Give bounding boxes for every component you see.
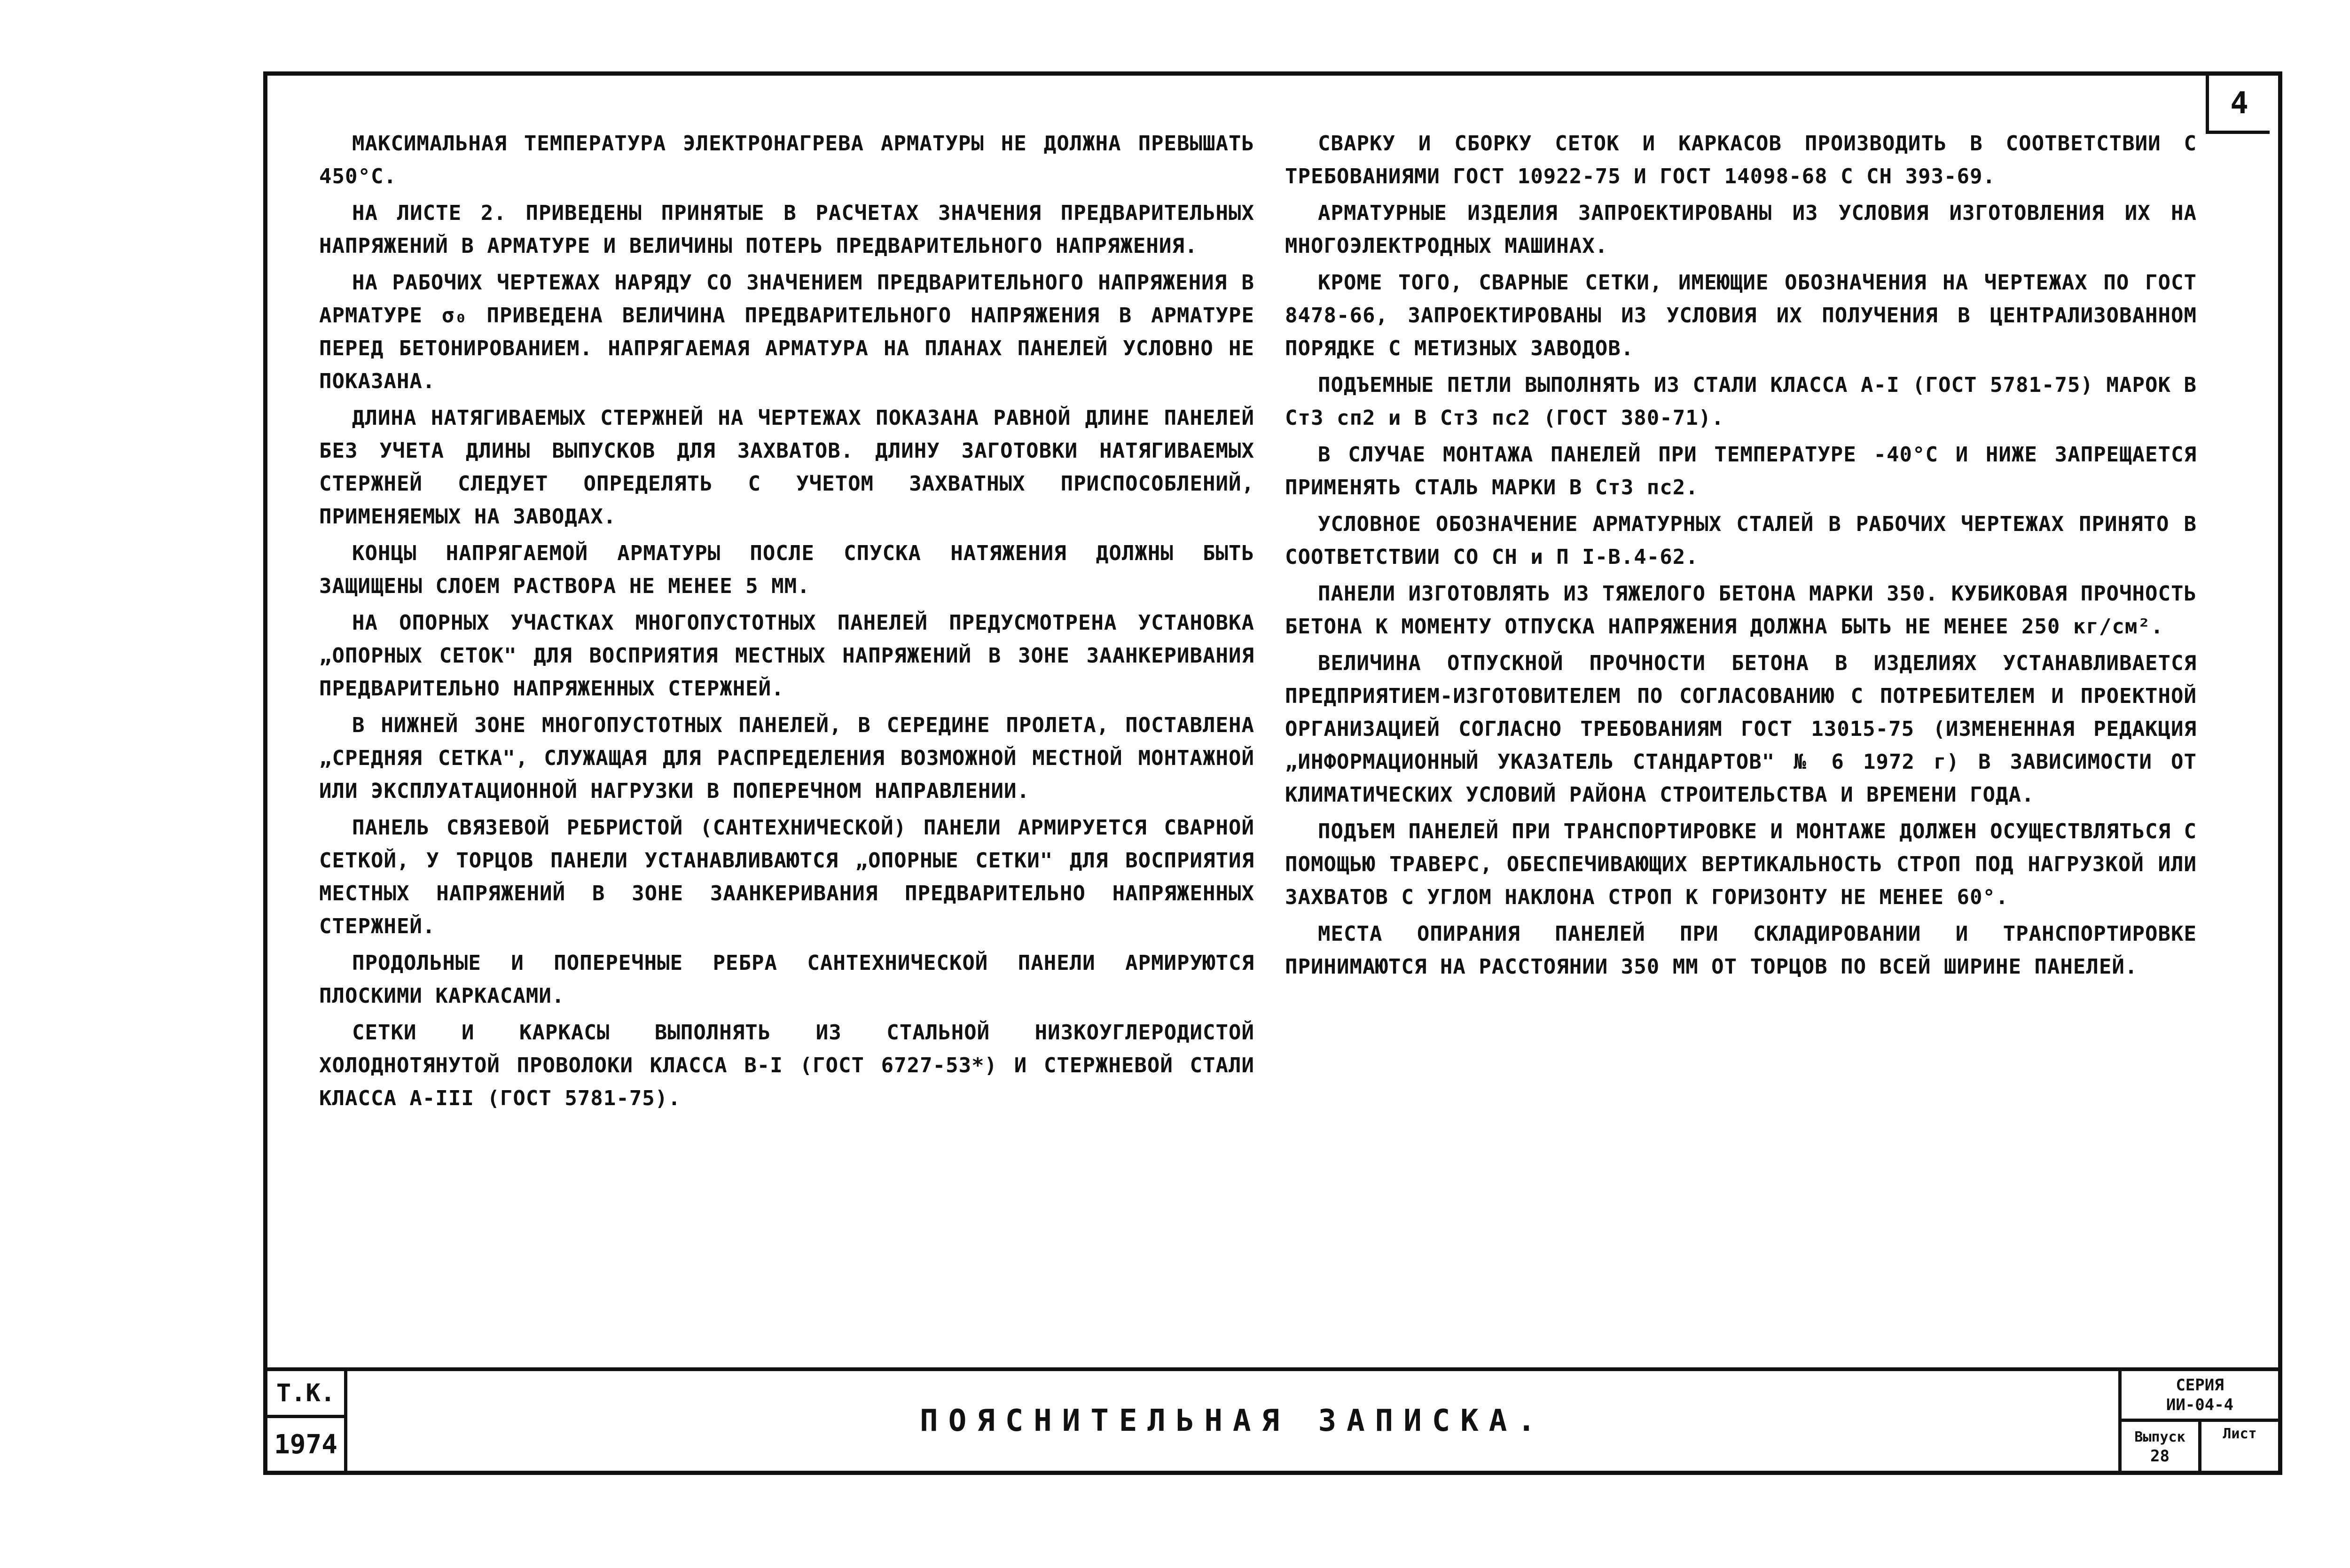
document-title: ПОЯСНИТЕЛЬНАЯ ЗАПИСКА. [920,1404,1546,1438]
paragraph: УСЛОВНОЕ ОБОЗНАЧЕНИЕ АРМАТУРНЫХ СТАЛЕЙ В РАБОЧИХ ЧЕРТЕЖАХ ПРИНЯТО В СООТВЕТСТВИИ СО СН и П I-В.4-62. [1285,512,2197,569]
paragraph: ВЕЛИЧИНА ОТПУСКНОЙ ПРОЧНОСТИ БЕТОНА В ИЗДЕЛИЯХ УСТАНАВЛИВАЕТСЯ ПРЕДПРИЯТИЕМ-ИЗГОТОВИТЕЛЕМ ПО СОГЛАСОВАНИЮ С ПОТРЕБИТЕЛЕМ И ПРОЕКТНОЙ ОРГАНИЗАЦИЕЙ СОГЛАСНО ТРЕБОВАНИЯМ ГОСТ 13015-75 (ИЗМЕНЕННАЯ РЕДАКЦИЯ „ИНФОРМАЦИОННЫЙ УКАЗАТЕЛЬ СТАНДАРТОВ" № 6 1972 г) В ЗАВИСИМОСТИ ОТ КЛИМАТИЧЕСКИХ УСЛОВИЙ РАЙОНА СТРОИТЕЛЬСТВА И ВРЕМЕНИ ГОДА. [1285,651,2197,807]
issue-label: Выпуск [2134,1428,2186,1445]
year: 1974 [274,1429,337,1460]
paragraph: ПАНЕЛЬ СВЯЗЕВОЙ РЕБРИСТОЙ (САНТЕХНИЧЕСКОЙ) ПАНЕЛИ АРМИРУЕТСЯ СВАРНОЙ СЕТКОЙ, У ТОРЦОВ ПАНЕЛИ УСТАНАВЛИВАЮТСЯ „ОПОРНЫЕ СЕТКИ" ДЛЯ ВОСПРИЯТИЯ МЕСТНЫХ НАПРЯЖЕНИЙ В ЗОНЕ ЗААНКЕРИВАНИЯ ПРЕДВАРИТЕЛЬНО НАПРЯЖЕННЫХ СТЕРЖНЕЙ. [319,816,1254,938]
title-block-left [267,1371,347,1471]
paragraph: КРОМЕ ТОГО, СВАРНЫЕ СЕТКИ, ИМЕЮЩИЕ ОБОЗНАЧЕНИЯ НА ЧЕРТЕЖАХ ПО ГОСТ 8478-66, ЗАПРОЕКТИРОВАНЫ ИЗ УСЛОВИЯ ИХ ПОЛУЧЕНИЯ В ЦЕНТРАЛИЗОВАННОМ ПОРЯДКЕ С МЕТИЗНЫХ ЗАВОДОВ. [1285,271,2197,360]
series-label: СЕРИЯ [2176,1375,2224,1395]
paragraph: СЕТКИ И КАРКАСЫ ВЫПОЛНЯТЬ ИЗ СТАЛЬНОЙ НИЗКОУГЛЕРОДИСТОЙ ХОЛОДНОТЯНУТОЙ ПРОВОЛОКИ КЛАССА В-I (ГОСТ 6727-53*) И СТЕРЖНЕВОЙ СТАЛИ КЛАССА А-III (ГОСТ 5781-75). [319,1021,1254,1110]
title-block [267,1367,2278,1471]
page-number: 4 [2206,76,2270,134]
paragraph: В СЛУЧАЕ МОНТАЖА ПАНЕЛЕЙ ПРИ ТЕМПЕРАТУРЕ -40°С И НИЖЕ ЗАПРЕЩАЕТСЯ ПРИМЕНЯТЬ СТАЛЬ МАРКИ В Ст3 пс2. [1285,443,2197,499]
paragraph: НА РАБОЧИХ ЧЕРТЕЖАХ НАРЯДУ СО ЗНАЧЕНИЕМ ПРЕДВАРИТЕЛЬНОГО НАПРЯЖЕНИЯ В АРМАТУРЕ σ₀ ПРИВЕДЕНА ВЕЛИЧИНА ПРЕДВАРИТЕЛЬНОГО НАПРЯЖЕНИЯ В АРМАТУРЕ ПЕРЕД БЕТОНИРОВАНИЕМ. НАПРЯГАЕМАЯ АРМАТУРА НА ПЛАНАХ ПАНЕЛЕЙ УСЛОВНО НЕ ПОКАЗАНА. [319,271,1254,393]
paragraph: ПАНЕЛИ ИЗГОТОВЛЯТЬ ИЗ ТЯЖЕЛОГО БЕТОНА МАРКИ 350. КУБИКОВАЯ ПРОЧНОСТЬ БЕТОНА К МОМЕНТУ ОТПУСКА НАПРЯЖЕНИЯ ДОЛЖНА БЫТЬ НЕ МЕНЕЕ 250 кг/см². [1285,582,2197,639]
paragraph: ДЛИНА НАТЯГИВАЕМЫХ СТЕРЖНЕЙ НА ЧЕРТЕЖАХ ПОКАЗАНА РАВНОЙ ДЛИНЕ ПАНЕЛЕЙ БЕЗ УЧЕТА ДЛИНЫ ВЫПУСКОВ ДЛЯ ЗАХВАТОВ. ДЛИНУ ЗАГОТОВКИ НАТЯГИВАЕМЫХ СТЕРЖНЕЙ СЛЕДУЕТ ОПРЕДЕЛЯТЬ С УЧЕТОМ ЗАХВАТНЫХ ПРИСПОСОБЛЕНИЙ, ПРИМЕНЯЕМЫХ НА ЗАВОДАХ. [319,406,1254,529]
paragraph: НА ЛИСТЕ 2. ПРИВЕДЕНЫ ПРИНЯТЫЕ В РАСЧЕТАХ ЗНАЧЕНИЯ ПРЕДВАРИТЕЛЬНЫХ НАПРЯЖЕНИЙ В АРМАТУРЕ И ВЕЛИЧИНЫ ПОТЕРЬ ПРЕДВАРИТЕЛЬНОГО НАПРЯЖЕНИЯ. [319,201,1254,258]
issue-cell [2122,1422,2201,1471]
series-value: ИИ-04-4 [2166,1395,2234,1414]
paragraph: АРМАТУРНЫЕ ИЗДЕЛИЯ ЗАПРОЕКТИРОВАНЫ ИЗ УСЛОВИЯ ИЗГОТОВЛЕНИЯ ИХ НА МНОГОЭЛЕКТРОДНЫХ МАШИНАХ. [1285,201,2197,258]
organization-code: Т.К. [267,1371,344,1418]
paragraph: ПОДЪЕМНЫЕ ПЕТЛИ ВЫПОЛНЯТЬ ИЗ СТАЛИ КЛАССА А-I (ГОСТ 5781-75) МАРОК В Ст3 сп2 и В Ст3 пс2 (ГОСТ 380-71). [1285,373,2197,430]
sheet-label: Лист [2223,1426,2257,1442]
paragraph: ПРОДОЛЬНЫЕ И ПОПЕРЕЧНЫЕ РЕБРА САНТЕХНИЧЕСКОЙ ПАНЕЛИ АРМИРУЮТСЯ ПЛОСКИМИ КАРКАСАМИ. [319,951,1254,1008]
title-block-right [2118,1371,2278,1471]
paragraph: ПОДЪЕМ ПАНЕЛЕЙ ПРИ ТРАНСПОРТИРОВКЕ И МОНТАЖЕ ДОЛЖЕН ОСУЩЕСТВЛЯТЬСЯ С ПОМОЩЬЮ ТРАВЕРС, ОБЕСПЕЧИВАЮЩИХ ВЕРТИКАЛЬНОСТЬ СТРОП ПОД НАГРУЗКОЙ ИЛИ ЗАХВАТОВ С УГЛОМ НАКЛОНА СТРОП К ГОРИЗОНТУ НЕ МЕНЕЕ 60°. [1285,819,2197,909]
left-text-column [319,127,1254,1119]
sheet-cell [2201,1422,2278,1471]
paragraph: МАКСИМАЛЬНАЯ ТЕМПЕРАТУРА ЭЛЕКТРОНАГРЕВА АРМАТУРЫ НЕ ДОЛЖНА ПРЕВЫШАТЬ 450°С. [319,132,1254,188]
drawing-sheet [263,71,2282,1475]
issue-value: 28 [2150,1446,2170,1466]
series-cell [2122,1371,2278,1422]
paragraph: СВАРКУ И СБОРКУ СЕТОК И КАРКАСОВ ПРОИЗВОДИТЬ В СООТВЕТСТВИИ С ТРЕБОВАНИЯМИ ГОСТ 10922-75 И ГОСТ 14098-68 С СН 393-69. [1285,132,2197,188]
paragraph: МЕСТА ОПИРАНИЯ ПАНЕЛЕЙ ПРИ СКЛАДИРОВАНИИ И ТРАНСПОРТИРОВКЕ ПРИНИМАЮТСЯ НА РАССТОЯНИИ 350 ММ ОТ ТОРЦОВ ПО ВСЕЙ ШИРИНЕ ПАНЕЛЕЙ. [1285,922,2197,979]
right-text-column [1285,127,2197,987]
paragraph: В НИЖНЕЙ ЗОНЕ МНОГОПУСТОТНЫХ ПАНЕЛЕЙ, В СЕРЕДИНЕ ПРОЛЕТА, ПОСТАВЛЕНА „СРЕДНЯЯ СЕТКА", СЛУЖАЩАЯ ДЛЯ РАСПРЕДЕЛЕНИЯ ВОЗМОЖНОЙ МЕСТНОЙ МОНТАЖНОЙ ИЛИ ЭКСПЛУАТАЦИОННОЙ НАГРУЗКИ В ПОПЕРЕЧНОМ НАПРАВЛЕНИИ. [319,713,1254,803]
paragraph: НА ОПОРНЫХ УЧАСТКАХ МНОГОПУСТОТНЫХ ПАНЕЛЕЙ ПРЕДУСМОТРЕНА УСТАНОВКА „ОПОРНЫХ СЕТОК" ДЛЯ ВОСПРИЯТИЯ МЕСТНЫХ НАПРЯЖЕНИЙ В ЗОНЕ ЗААНКЕРИВАНИЯ ПРЕДВАРИТЕЛЬНО НАПРЯЖЕННЫХ СТЕРЖНЕЙ. [319,611,1254,701]
paragraph: КОНЦЫ НАПРЯГАЕМОЙ АРМАТУРЫ ПОСЛЕ СПУСКА НАТЯЖЕНИЯ ДОЛЖНЫ БЫТЬ ЗАЩИЩЕНЫ СЛОЕМ РАСТВОРА НЕ МЕНЕЕ 5 ММ. [319,541,1254,598]
